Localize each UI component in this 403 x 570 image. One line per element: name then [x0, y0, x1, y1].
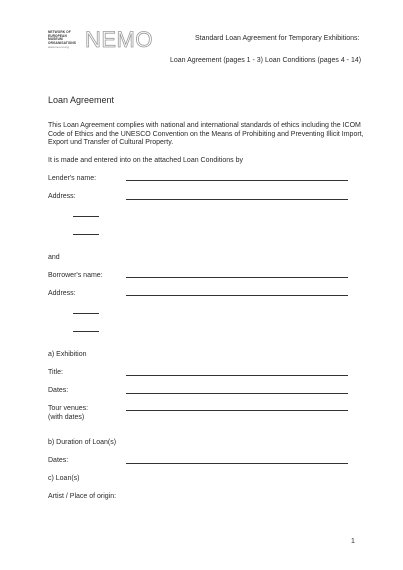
- title-line: [126, 375, 348, 376]
- header-title: Standard Loan Agreement for Temporary Exhibitions:: [195, 35, 360, 42]
- title-label: Title:: [48, 369, 63, 376]
- logo-url: www.ne-mo.org: [48, 45, 69, 49]
- lender-address-line-3: [73, 234, 99, 235]
- lender-address-line: [126, 199, 348, 200]
- borrower-address-label: Address:: [48, 290, 76, 297]
- lender-name-label: Lender's name:: [48, 175, 97, 182]
- lender-address-line-2: [73, 216, 99, 217]
- borrower-address-line-2: [73, 313, 99, 314]
- borrower-name-line: [126, 277, 348, 278]
- header-subtitle: Loan Agreement (pages 1 - 3) Loan Conditions (pages 4 - 14): [170, 57, 362, 64]
- borrower-name-label: Borrower's name:: [48, 272, 103, 279]
- exhibition-dates-line: [126, 393, 348, 394]
- logo-line-1: NETWORK OF: [48, 30, 71, 34]
- lender-name-line: [126, 180, 348, 181]
- logo-mark: NEMO: [85, 27, 153, 52]
- borrower-address-line-3: [73, 331, 99, 332]
- made-entered-text: It is made and entered into on the attached Loan Conditions by: [48, 157, 243, 164]
- artist-origin-label: Artist / Place of origin:: [48, 493, 117, 500]
- and-text: and: [48, 254, 60, 261]
- logo-line-4: ORGANISATIONS: [48, 40, 76, 45]
- page-number: 1: [351, 538, 355, 545]
- document-heading: Loan Agreement: [48, 95, 115, 105]
- section-b-heading: b) Duration of Loan(s): [48, 439, 117, 446]
- logo-line-2: EUROPEAN: [48, 33, 67, 38]
- logo-line-3: MUSEUM: [48, 37, 63, 42]
- tour-venues-line: [126, 410, 348, 411]
- section-a-heading: a) Exhibition: [48, 351, 87, 358]
- section-c-heading: c) Loan(s): [48, 475, 80, 482]
- tour-venues-label: Tour venues:: [48, 405, 89, 412]
- borrower-address-line: [126, 295, 348, 296]
- loan-dates-line: [126, 463, 348, 464]
- intro-paragraph: This Loan Agreement complies with national and international standards of ethics including the ICOM Code of Ethics and the UNESCO Convention on the Means of Prohibiting and Preventing Illicit Import, Export und Transfer of Cultural Property.: [48, 122, 364, 147]
- with-dates-label: (with dates): [48, 414, 85, 421]
- exhibition-dates-label: Dates:: [48, 387, 69, 394]
- lender-address-label: Address:: [48, 193, 76, 200]
- loan-dates-label: Dates:: [48, 457, 69, 464]
